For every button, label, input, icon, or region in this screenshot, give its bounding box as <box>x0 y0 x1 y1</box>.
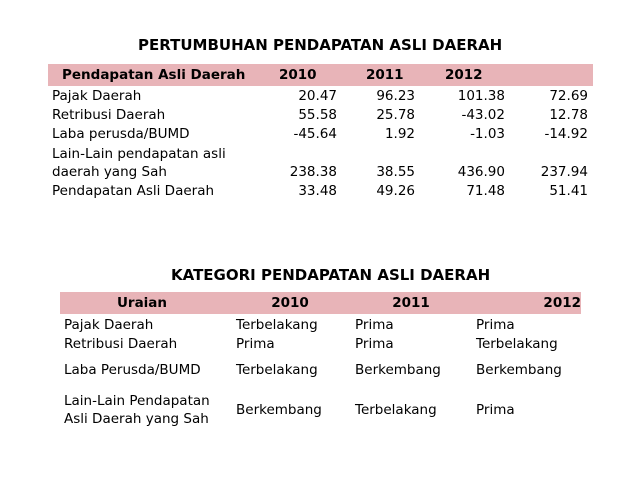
table2-title: KATEGORI PENDAPATAN ASLI DAERAH <box>171 266 491 284</box>
table1-header-label: Pendapatan Asli Daerah <box>62 67 246 83</box>
table2-cell: Berkembang <box>236 402 322 418</box>
table1-cell: 20.47 <box>298 88 337 104</box>
table2-header-uraian: Uraian <box>116 295 168 311</box>
table1-row-label: Pendapatan Asli Daerah <box>52 183 215 199</box>
table1-cell: 1.92 <box>384 126 415 142</box>
table1-cell: 51.41 <box>549 183 588 199</box>
table1-header-2011: 2011 <box>366 67 404 83</box>
table1-header-2012: 2012 <box>445 67 483 83</box>
table2-cell: Berkembang <box>355 362 441 378</box>
table1-cell: 55.58 <box>298 107 337 123</box>
table1-cell: 25.78 <box>376 107 415 123</box>
table2-cell-uraian: Pajak Daerah <box>64 317 154 333</box>
table2-cell: Prima <box>476 317 515 333</box>
table1-cell: -45.64 <box>293 126 337 142</box>
table1-cell: 436.90 <box>457 164 505 180</box>
table2-cell-uraian: Laba Perusda/BUMD <box>64 362 201 378</box>
table1-cell: 72.69 <box>549 88 588 104</box>
table1-cell: 12.78 <box>549 107 588 123</box>
table2-cell: Prima <box>355 336 394 352</box>
table2-cell: Prima <box>236 336 275 352</box>
table1-cell: 38.55 <box>376 164 415 180</box>
table1-header-2010: 2010 <box>279 67 317 83</box>
table1-cell: 49.26 <box>376 183 415 199</box>
table1-cell: 101.38 <box>457 88 505 104</box>
table1-row-label: Laba perusda/BUMD <box>52 126 190 142</box>
table1-cell: 33.48 <box>298 183 337 199</box>
table1-cell: -1.03 <box>470 126 505 142</box>
table2-cell-uraian: Retribusi Daerah <box>64 336 178 352</box>
table1-row-label: Lain-Lain pendapatan asli <box>52 146 226 162</box>
table1-row-label-cont: daerah yang Sah <box>52 164 167 180</box>
table2-cell: Terbelakang <box>236 362 318 378</box>
table1-cell: 237.94 <box>540 164 588 180</box>
table2-cell: Berkembang <box>476 362 562 378</box>
table1-row-label: Pajak Daerah <box>52 88 142 104</box>
table1-title: PERTUMBUHAN PENDAPATAN ASLI DAERAH <box>138 36 503 54</box>
table2-cell-uraian: Lain-Lain Pendapatan <box>64 393 210 409</box>
table2-cell: Prima <box>355 317 394 333</box>
table2-cell: Terbelakang <box>476 336 558 352</box>
table1-cell: -43.02 <box>461 107 505 123</box>
table2-cell: Terbelakang <box>355 402 437 418</box>
table2-cell: Prima <box>476 402 515 418</box>
table2-cell: Terbelakang <box>236 317 318 333</box>
table2-header-2011: 2011 <box>392 295 430 311</box>
table1-cell: 238.38 <box>289 164 337 180</box>
table1-cell: -14.92 <box>544 126 588 142</box>
table1-row-label: Retribusi Daerah <box>52 107 166 123</box>
table2-header-2010: 2010 <box>271 295 309 311</box>
table2-header-2012: 2012 <box>543 295 581 311</box>
table2-cell-uraian-cont: Asli Daerah yang Sah <box>64 411 209 427</box>
table1-cell: 96.23 <box>376 88 415 104</box>
table1-cell: 71.48 <box>466 183 505 199</box>
